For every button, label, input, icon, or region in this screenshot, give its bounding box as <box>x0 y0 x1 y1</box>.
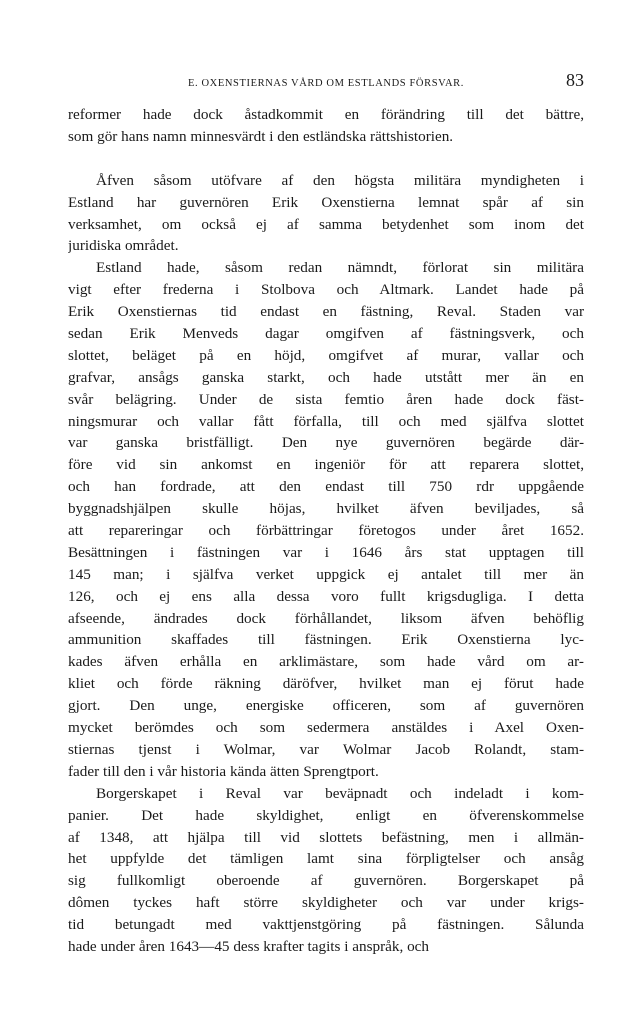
text-line: panier. Det hade skyldighet, enligt en öfverenskommelse <box>68 806 584 824</box>
text-line: kades äfven erhålla en arklimästare, som hade vård om ar- <box>68 653 584 671</box>
text-line: het uppfylde det tämligen lamt sina förpligtelser och ansåg <box>68 850 584 868</box>
text-line: som gör hans namn minnesvärdt i den estländska rättshistorien. <box>68 127 454 145</box>
text-line: och han fordrade, att den endast till 750 rdr uppgående <box>68 478 584 496</box>
text-line: byggnadshjälpen skulle höjas, hvilket äfven beviljades, så <box>68 500 584 518</box>
text-line: var ganska bristfälligt. Den nye guvernören begärde där- <box>68 434 584 452</box>
text-line: Besättningen i fästningen var i 1646 års stat upptagen till <box>68 543 584 561</box>
text-line: af 1348, att hjälpa till vid slottets befästning, men i allmän- <box>68 828 584 846</box>
text-line: hade under åren 1643—45 dess krafter tagits i anspråk, och <box>68 937 430 955</box>
text-line: ningsmurar och vallar fått förfalla, till och med själfva slottet <box>68 412 584 430</box>
page-number: 83 <box>566 70 584 90</box>
page-header <box>68 70 584 96</box>
text-line: före vid sin ankomst en ingeniör för att reparera slottet, <box>68 456 584 474</box>
text-line: juridiska området. <box>68 237 179 255</box>
text-line: Åfven såsom utöfvare af den högsta militära myndigheten i <box>96 171 584 189</box>
paragraph-gap <box>68 148 584 170</box>
text-line: slottet, beläget på en höjd, omgifvet af murar, vallar och <box>68 346 584 364</box>
paragraph <box>68 783 584 958</box>
text-line: Borgerskapet i Reval var beväpnadt och indeladt i kom- <box>96 784 584 802</box>
text-line: stiernas tjenst i Wolmar, var Wolmar Jacob Rolandt, stam- <box>68 740 584 758</box>
text-line: tid betungadt med vakttjenstgöring på fästningen. Sålunda <box>68 916 584 934</box>
text-line: Estland hade, såsom redan nämndt, förlorat sin militära <box>96 259 584 277</box>
text-line: grafvar, ansågs ganska starkt, och hade utstått mer än en <box>68 368 584 386</box>
text-line: mycket berömdes och som sedermera anstäldes i Axel Oxen- <box>68 719 584 737</box>
text-line: dômen tyckes haft större skyldigheter och var under krigs- <box>68 894 584 912</box>
text-line: svår belägring. Under de sista femtio åren hade dock fäst- <box>68 390 584 408</box>
text-line: Estland har guvernören Erik Oxenstierna lemnat spår af sin <box>68 193 584 211</box>
text-line: att repareringar och förbättringar företogos under året 1652. <box>68 522 584 540</box>
text-line: Erik Oxenstiernas tid endast en fästning, Reval. Staden var <box>68 303 584 321</box>
text-line: vigt efter frederna i Stolbova och Altmark. Landet hade på <box>68 281 584 299</box>
text-line: sig fullkomligt oberoende af guvernören. Borgerskapet på <box>68 872 584 890</box>
text-line: verksamhet, om också ej af samma betydenhet som inom det <box>68 215 584 233</box>
text-line: fader till den i vår historia kända ätten Sprengtport. <box>68 762 379 780</box>
text-line: 145 man; i själfva verket uppgick ej antalet till mer än <box>68 565 584 583</box>
paragraph <box>68 257 584 782</box>
body-text <box>68 104 584 958</box>
text-line: kliet och förde räkning däröfver, hvilket man ej förut hade <box>68 675 584 693</box>
paragraph <box>68 170 584 258</box>
text-line: sedan Erik Menveds dagar omgifven af fästningsverk, och <box>68 325 584 343</box>
text-line: ammunition skaffades till fästningen. Erik Oxenstierna lyc- <box>68 631 584 649</box>
text-line: 126, och ej ens alla dessa voro fullt krigsdugliga. I detta <box>68 587 584 605</box>
paragraph <box>68 104 584 148</box>
text-line: reformer hade dock åstadkommit en förändring till det bättre, <box>68 106 584 123</box>
running-head: E. OXENSTIERNAS VÅRD OM ESTLANDS FÖRSVAR. <box>188 78 464 89</box>
text-line: afseende, ändrades dock förhållandet, liksom äfven behöflig <box>68 609 584 627</box>
text-line: gjort. Den unge, energiske officeren, som af guvernören <box>68 697 584 715</box>
